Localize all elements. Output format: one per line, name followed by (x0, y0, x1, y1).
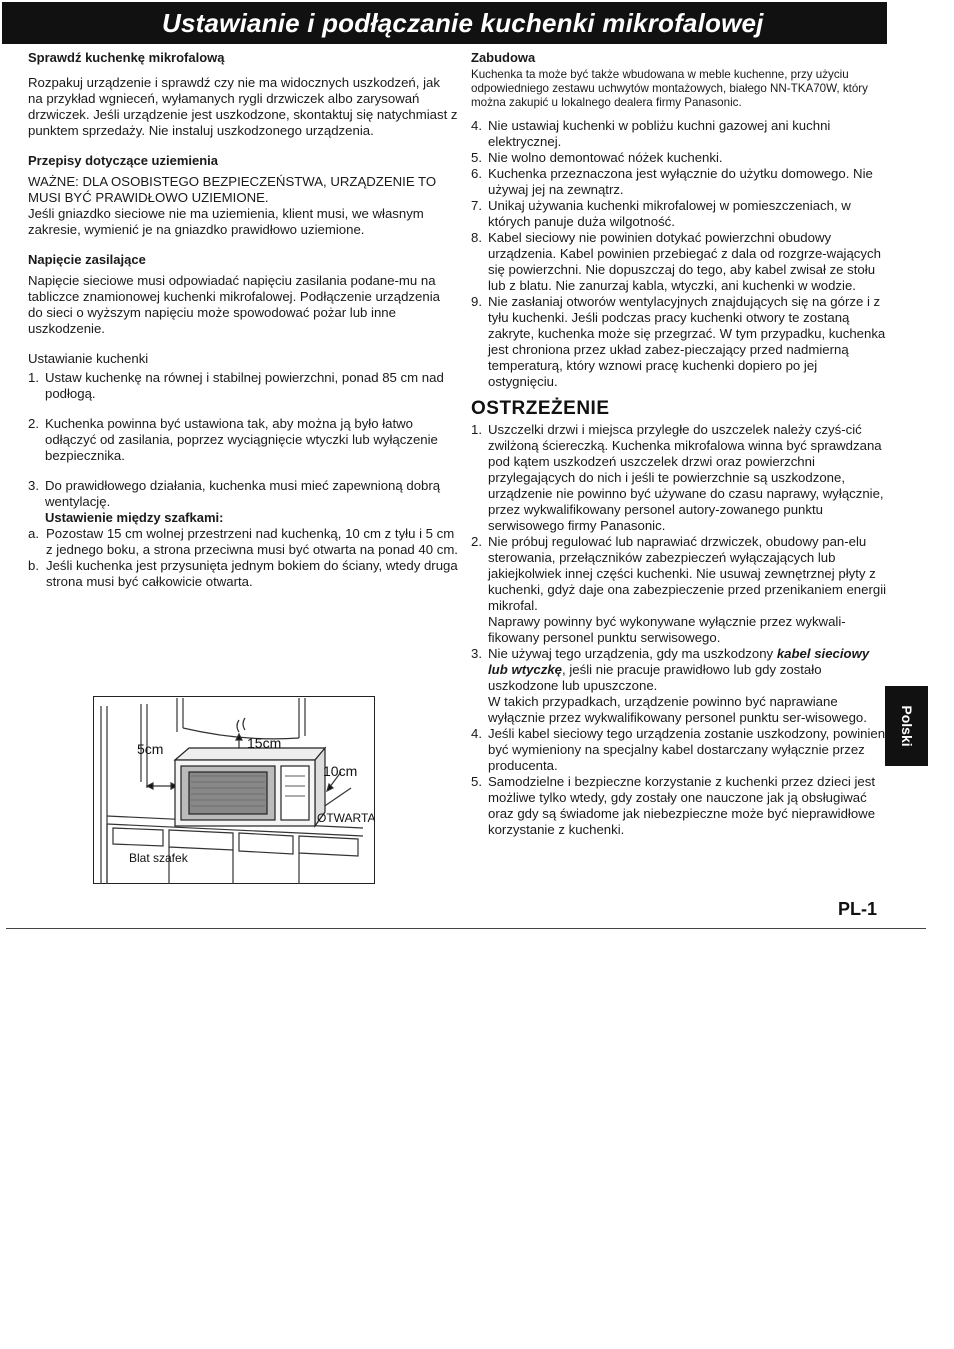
list-item (471, 726, 889, 774)
check-heading: Sprawdź kuchenkę mikrofalową (28, 50, 225, 65)
item-text: Jeśli kabel sieciowy tego urządzenia zostanie uszkodzony, powinien być wymieniony na specjalny kabel dostarczany wyłącznie przez producenta. (488, 726, 886, 773)
check-section (28, 50, 458, 139)
item-text: Uszczelki drzwi i miejsca przyległe do uszczelek należy czyś-cić zwilżoną ściereczką. Kuchenka mikrofalowa winna być sprawdzana pod kątem uszkodzeń uszczelek drzwi oraz powierzchni przylegających do nich i jeśli te powierzchnie są uszkodzone, urządzenie nie powinno być używane do czasu naprawy, wyłącznie, przez wykwalifikowany personel autory-zowanego punktu serwisowego firmy Panasonic. (488, 422, 884, 533)
item-number: a. (28, 526, 39, 541)
voltage-section (28, 252, 458, 337)
page-title: Ustawianie i podłączanie kuchenki mikrofalowej (162, 8, 764, 38)
list-item (471, 646, 889, 726)
diagram-label-open: OTWARTA (317, 811, 375, 825)
list-item (471, 198, 889, 230)
list-item (28, 558, 458, 590)
list-item (471, 774, 889, 838)
item-number: 8. (471, 230, 482, 245)
builtin-section (471, 50, 889, 110)
item-text-end: , jeśli nie pracuje prawidłowo lub gdy zostało uszkodzone lub upuszczone. (488, 662, 822, 693)
item-number: 2. (471, 534, 482, 549)
language-tab (885, 686, 928, 766)
placement-heading: Ustawianie kuchenki (28, 351, 149, 366)
item-emphasis: kabel sieciowy lub wtyczkę (488, 646, 870, 677)
item-text: Ustaw kuchenkę na równej i stabilnej powierzchni, ponad 85 cm nad podłogą. (45, 370, 444, 401)
cabinet-clearance-diagram (93, 696, 375, 884)
item-number: 2. (28, 416, 39, 431)
item-number: 4. (471, 118, 482, 133)
item-text: Unikaj używania kuchenki mikrofalowej w pomieszczeniach, w których panuje duża wilgotność. (488, 198, 851, 229)
item-text: Samodzielne i bezpieczne korzystanie z kuchenki przez dzieci jest możliwe tylko wtedy, gdy zostały one nauczone jak ją obsługiwać oraz gdy są świadome jak niebezpieczne może być nieprawidłowe korzystanie z kuchenki. (488, 774, 876, 837)
item-text: Nie zasłaniaj otworów wentylacyjnych znajdujących się na górze i z tyłu kuchenki. Jeśli podczas pracy kuchenki otwory te zostaną zakryte, kuchenka może się przegrzać. W tym przypadku, kuchenka jest chroniona przez układ zabez-pieczający przed nadmierną temperaturą, który wznowi pracę kuchenki dopiero po jej ostygnięciu. (488, 294, 886, 389)
voltage-heading: Napięcie zasilające (28, 252, 146, 267)
diagram-illustration (93, 696, 375, 884)
list-item (28, 416, 458, 464)
item-text: Nie ustawiaj kuchenki w pobliżu kuchni gazowej ani kuchni elektrycznej. (488, 118, 831, 149)
diagram-label-5cm: 5cm (137, 741, 164, 757)
item-number: 1. (28, 370, 39, 385)
item-number: 9. (471, 294, 482, 309)
item-number: 3. (471, 646, 482, 661)
item-number: 7. (471, 198, 482, 213)
right-column (471, 50, 889, 838)
item-number: 1. (471, 422, 482, 437)
item-continuation: Naprawy powinny być wykonywane wyłącznie przez wykwali-fikowany personel punktu serwisowego. (488, 614, 846, 645)
item-text: Kabel sieciowy nie powinien dotykać powierzchni obudowy urządzenia. Kabel powinien przebiegać z dala od rozgrze-wających się powierzchni. Nie dopuszczaj do tego, aby kabel zwisał ze stołu lub z blatu. Nie zanurzaj kabla, wtyczki, ani kuchenki w wodzie. (488, 230, 881, 293)
list-item (471, 230, 889, 294)
item-text: Nie próbuj regulować lub naprawiać drzwiczek, obudowy pan-elu sterowania, przełączników zabezpieczeń wyłączających lub jakiejkolwiek innej części kuchenki. Nie usuwaj zewnętrznej płyty z kuchenki, gdyż daje ona zabezpieczenie przed przenikaniem energii mikrofal. (488, 534, 887, 613)
list-item (471, 118, 889, 150)
warning-heading: OSTRZEŻENIE (471, 398, 610, 419)
item-text: Pozostaw 15 cm wolnej przestrzeni nad kuchenką, 10 cm z tyłu i 5 cm z jednego boku, a strona przeciwna musi być otwarta na ponad 40 cm. (46, 526, 458, 557)
item-number: 4. (471, 726, 482, 741)
item-text: Kuchenka powinna być ustawiona tak, aby można ją było łatwo odłączyć od zasilania, poprzez wyciągnięcie wtyczki lub wyłączenie bezpiecznika. (45, 416, 438, 463)
ground-section (28, 153, 458, 238)
cabinet-list (28, 526, 458, 590)
item-text: Nie wolno demontować nóżek kuchenki. (488, 150, 723, 165)
item-text: Jeśli kuchenka jest przysunięta jednym bokiem do ściany, wtedy druga strona musi być całkowicie otwarta. (46, 558, 458, 589)
item-number: 5. (471, 150, 482, 165)
list-item (28, 370, 458, 402)
list-item (28, 526, 458, 558)
list-item (471, 422, 889, 534)
placement-list (28, 370, 458, 526)
installation-list (471, 118, 889, 390)
page-title-bar (2, 2, 887, 44)
voltage-body: Napięcie sieciowe musi odpowiadać napięciu zasilania podane-mu na tabliczce znamionowej kuchenki mikrofalowej. Podłączenie urządzenia do sieci o wyższym napięciu może spowodować pożar lub inne uszkodzenie. (28, 273, 440, 336)
left-column (28, 50, 458, 590)
item-number: 3. (28, 478, 39, 493)
list-item (471, 150, 889, 166)
item-text: Nie używaj tego urządzenia, gdy ma uszkodzony (488, 646, 774, 661)
ground-body: Jeśli gniazdko sieciowe nie ma uziemienia, klient musi, we własnym zakresie, wymienić je na gniazdko prawidłowo uziemione. (28, 206, 424, 237)
footer-divider (6, 928, 926, 929)
item-continuation: W takich przypadkach, urządzenie powinno być naprawiane wyłącznie przez wykwalifikowany personel punktu ser-wisowego. (488, 694, 867, 725)
list-item (471, 534, 889, 646)
warning-list (471, 422, 889, 838)
item-number: b. (28, 558, 39, 573)
language-tab-label: Polski (898, 705, 915, 747)
list-item (28, 478, 458, 526)
cabinet-heading: Ustawienie między szafkami: (45, 510, 224, 525)
item-text: Do prawidłowego działania, kuchenka musi mieć zapewnioną dobrą wentylację. (45, 478, 441, 509)
item-text: Kuchenka przeznaczona jest wyłącznie do użytku domowego. Nie używaj jej na zewnątrz. (488, 166, 873, 197)
list-item (471, 294, 889, 390)
item-number: 6. (471, 166, 482, 181)
builtin-heading: Zabudowa (471, 50, 536, 65)
item-number: 5. (471, 774, 482, 789)
diagram-label-10cm: 10cm (323, 763, 358, 779)
list-item (471, 166, 889, 198)
builtin-body: Kuchenka ta może być także wbudowana w meble kuchenne, przy użyciu odpowiedniego zestawu uchwytów montażowych, białego NN-TKA70W, który można zakupić u lokalnego dealera firmy Panasonic. (471, 68, 868, 109)
page-number: PL-1 (838, 899, 878, 919)
placement-section (28, 351, 458, 590)
ground-heading: Przepisy dotyczące uziemienia (28, 153, 219, 168)
ground-body-important: WAŻNE: DLA OSOBISTEGO BEZPIECZEŃSTWA, URZĄDZENIE TO MUSI BYĆ PRAWIDŁOWO UZIEMIONE. (28, 174, 437, 205)
diagram-label-15cm: 15cm (247, 735, 282, 751)
check-body: Rozpakuj urządzenie i sprawdź czy nie ma widocznych uszkodzeń, jak na przykład wgnieceń, wyłamanych rygli drzwiczek albo zarysowań drzwiczek. Jeśli urządzenie jest uszkodzone, skontaktuj się natychmiast z punktem sprzedaży. Nie instaluj uszkodzonego urządzenia. (28, 75, 458, 138)
diagram-label-counter: Blat szafek (129, 851, 188, 865)
